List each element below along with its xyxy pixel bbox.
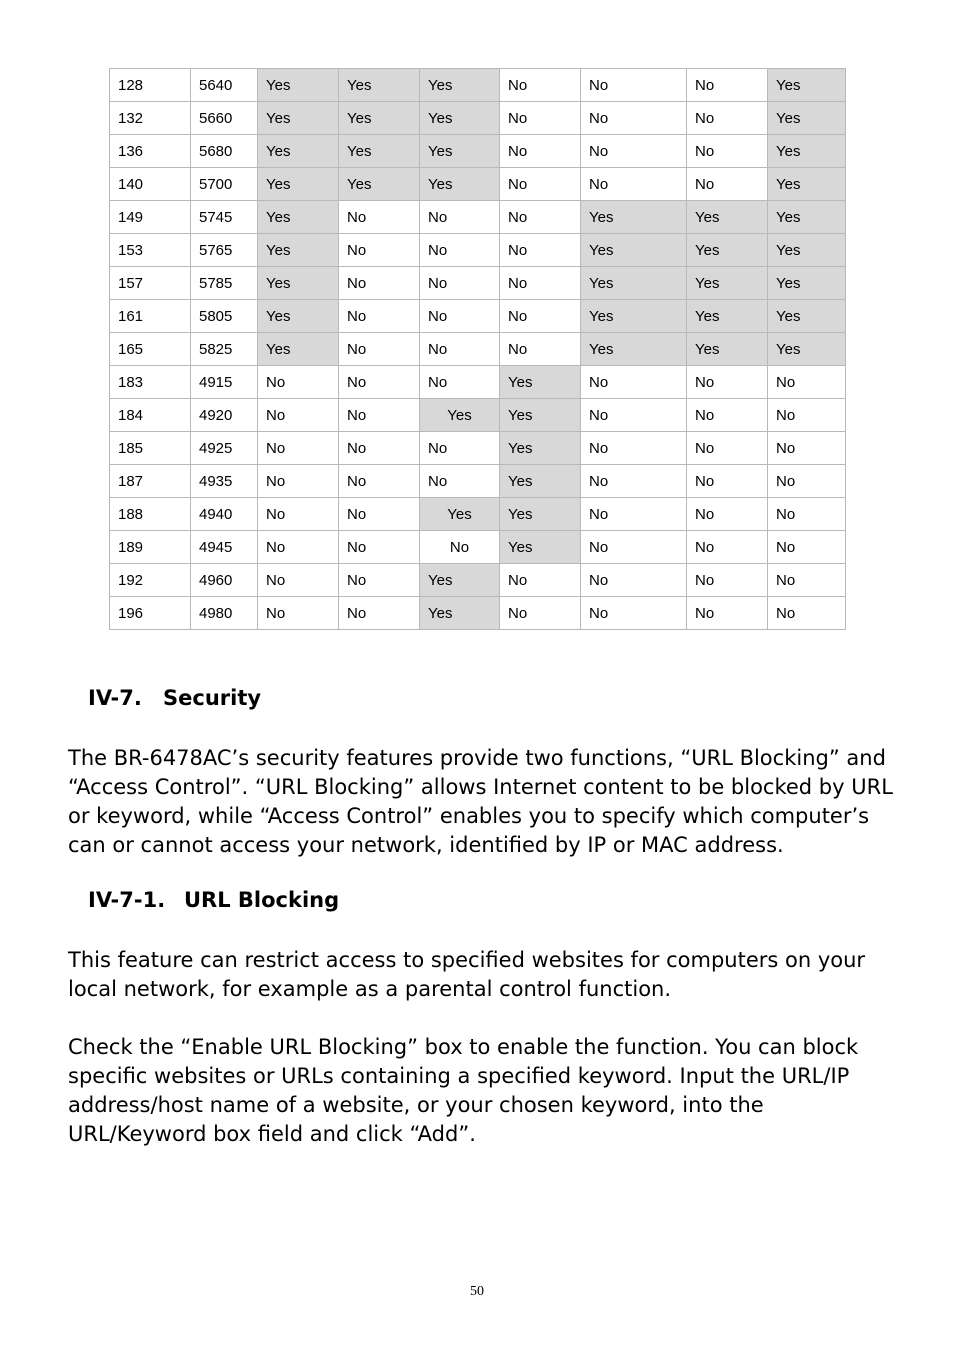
- channel-cell: 157: [110, 267, 191, 300]
- frequency-cell: 5700: [191, 168, 258, 201]
- support-cell: Yes: [258, 168, 339, 201]
- support-cell: Yes: [768, 267, 846, 300]
- support-cell: Yes: [768, 234, 846, 267]
- frequency-cell: 5640: [191, 69, 258, 102]
- channel-cell: 161: [110, 300, 191, 333]
- table-row: [110, 498, 846, 531]
- frequency-cell: 5785: [191, 267, 258, 300]
- channel-cell: 140: [110, 168, 191, 201]
- frequency-cell: 4915: [191, 366, 258, 399]
- table-row: [110, 465, 846, 498]
- support-cell: No: [420, 531, 500, 564]
- support-cell: Yes: [339, 69, 420, 102]
- support-cell: No: [768, 366, 846, 399]
- support-cell: No: [687, 168, 768, 201]
- support-cell: Yes: [687, 201, 768, 234]
- frequency-cell: 4925: [191, 432, 258, 465]
- section-heading-security: [88, 686, 261, 710]
- channel-cell: 196: [110, 597, 191, 630]
- frequency-cell: 4935: [191, 465, 258, 498]
- table-row: [110, 135, 846, 168]
- support-cell: Yes: [768, 168, 846, 201]
- support-cell: No: [768, 597, 846, 630]
- channel-support-table: [109, 68, 846, 630]
- table-row: [110, 69, 846, 102]
- support-cell: No: [768, 432, 846, 465]
- channel-cell: 183: [110, 366, 191, 399]
- support-cell: No: [687, 399, 768, 432]
- table-row: [110, 201, 846, 234]
- support-cell: No: [581, 465, 687, 498]
- support-cell: No: [339, 564, 420, 597]
- section-number: IV-7.: [88, 686, 142, 710]
- support-cell: No: [768, 564, 846, 597]
- support-cell: No: [420, 333, 500, 366]
- support-cell: No: [420, 201, 500, 234]
- support-cell: No: [258, 597, 339, 630]
- channel-cell: 128: [110, 69, 191, 102]
- support-cell: Yes: [420, 102, 500, 135]
- support-cell: No: [339, 498, 420, 531]
- table-row: [110, 300, 846, 333]
- support-cell: No: [581, 69, 687, 102]
- support-cell: No: [420, 267, 500, 300]
- support-cell: No: [581, 168, 687, 201]
- support-cell: Yes: [258, 135, 339, 168]
- support-cell: Yes: [581, 234, 687, 267]
- support-cell: No: [339, 399, 420, 432]
- support-cell: No: [687, 498, 768, 531]
- support-cell: No: [339, 201, 420, 234]
- table-row: [110, 168, 846, 201]
- support-cell: Yes: [339, 168, 420, 201]
- frequency-cell: 4940: [191, 498, 258, 531]
- channel-cell: 188: [110, 498, 191, 531]
- support-cell: No: [500, 333, 581, 366]
- support-cell: Yes: [420, 597, 500, 630]
- support-cell: No: [581, 399, 687, 432]
- support-cell: No: [687, 564, 768, 597]
- support-cell: No: [687, 135, 768, 168]
- support-cell: Yes: [420, 498, 500, 531]
- support-cell: No: [500, 234, 581, 267]
- support-cell: Yes: [500, 366, 581, 399]
- support-cell: Yes: [420, 564, 500, 597]
- support-cell: No: [500, 564, 581, 597]
- support-cell: No: [687, 102, 768, 135]
- support-cell: No: [581, 102, 687, 135]
- url-blocking-paragraph-2: Check the “Enable URL Blocking” box to enable the function. You can block specific websites or URLs containing a specified keyword. Input the URL/IP address/host name of a website, or your chosen keyword, into the URL/Keyword box field and click “Add”.: [68, 1035, 859, 1146]
- support-cell: Yes: [258, 300, 339, 333]
- support-cell: No: [768, 531, 846, 564]
- frequency-cell: 5660: [191, 102, 258, 135]
- support-cell: No: [420, 300, 500, 333]
- support-cell: No: [581, 432, 687, 465]
- support-cell: Yes: [768, 201, 846, 234]
- support-cell: No: [687, 465, 768, 498]
- support-cell: No: [500, 267, 581, 300]
- support-cell: No: [258, 498, 339, 531]
- frequency-cell: 5745: [191, 201, 258, 234]
- support-cell: Yes: [420, 168, 500, 201]
- support-cell: No: [258, 465, 339, 498]
- table-row: [110, 432, 846, 465]
- channel-cell: 165: [110, 333, 191, 366]
- support-cell: No: [420, 234, 500, 267]
- support-cell: Yes: [258, 333, 339, 366]
- support-cell: No: [500, 135, 581, 168]
- support-cell: No: [258, 399, 339, 432]
- support-cell: No: [258, 564, 339, 597]
- support-cell: No: [339, 300, 420, 333]
- channel-table-body: [110, 69, 846, 630]
- channel-cell: 184: [110, 399, 191, 432]
- channel-cell: 192: [110, 564, 191, 597]
- support-cell: Yes: [581, 333, 687, 366]
- frequency-cell: 5680: [191, 135, 258, 168]
- support-cell: Yes: [258, 102, 339, 135]
- support-cell: Yes: [687, 333, 768, 366]
- channel-cell: 153: [110, 234, 191, 267]
- table-row: [110, 597, 846, 630]
- support-cell: No: [339, 234, 420, 267]
- support-cell: Yes: [768, 102, 846, 135]
- section-heading-url-blocking: [88, 888, 339, 912]
- support-cell: No: [339, 432, 420, 465]
- channel-cell: 189: [110, 531, 191, 564]
- support-cell: Yes: [258, 201, 339, 234]
- support-cell: Yes: [768, 69, 846, 102]
- support-cell: Yes: [258, 69, 339, 102]
- table-row: [110, 234, 846, 267]
- support-cell: No: [339, 531, 420, 564]
- support-cell: Yes: [687, 300, 768, 333]
- support-cell: No: [687, 531, 768, 564]
- support-cell: No: [581, 498, 687, 531]
- table-row: [110, 564, 846, 597]
- support-cell: No: [339, 465, 420, 498]
- support-cell: No: [687, 69, 768, 102]
- support-cell: No: [420, 366, 500, 399]
- support-cell: No: [768, 498, 846, 531]
- support-cell: Yes: [258, 267, 339, 300]
- support-cell: Yes: [768, 300, 846, 333]
- support-cell: Yes: [687, 234, 768, 267]
- channel-cell: 132: [110, 102, 191, 135]
- support-cell: No: [581, 564, 687, 597]
- frequency-cell: 5805: [191, 300, 258, 333]
- support-cell: Yes: [768, 333, 846, 366]
- support-cell: Yes: [420, 135, 500, 168]
- support-cell: Yes: [339, 102, 420, 135]
- support-cell: Yes: [500, 531, 581, 564]
- support-cell: No: [687, 597, 768, 630]
- support-cell: Yes: [500, 465, 581, 498]
- support-cell: No: [339, 267, 420, 300]
- frequency-cell: 4920: [191, 399, 258, 432]
- support-cell: No: [500, 300, 581, 333]
- url-blocking-paragraph-1: This feature can restrict access to specified websites for computers on your local network, for example as a parental control function.: [68, 948, 866, 1001]
- frequency-cell: 5825: [191, 333, 258, 366]
- support-cell: Yes: [581, 300, 687, 333]
- support-cell: Yes: [420, 399, 500, 432]
- table-row: [110, 366, 846, 399]
- table-row: [110, 399, 846, 432]
- support-cell: No: [500, 102, 581, 135]
- support-cell: Yes: [339, 135, 420, 168]
- support-cell: No: [768, 399, 846, 432]
- support-cell: No: [581, 597, 687, 630]
- support-cell: No: [258, 432, 339, 465]
- support-cell: Yes: [581, 201, 687, 234]
- support-cell: Yes: [500, 399, 581, 432]
- frequency-cell: 5765: [191, 234, 258, 267]
- support-cell: Yes: [500, 498, 581, 531]
- support-cell: No: [581, 531, 687, 564]
- support-cell: Yes: [687, 267, 768, 300]
- security-intro-paragraph: The BR-6478AC’s security features provide two functions, “URL Blocking” and “Access Control”. “URL Blocking” allows Internet content to be blocked by URL or keyword, while “Access Control” enables you to specify which computer’s can or cannot access your network, identified by IP or MAC address.: [68, 746, 893, 857]
- support-cell: No: [420, 432, 500, 465]
- table-row: [110, 102, 846, 135]
- support-cell: No: [258, 366, 339, 399]
- support-cell: No: [339, 597, 420, 630]
- support-cell: Yes: [581, 267, 687, 300]
- page-number: 50: [470, 1284, 484, 1299]
- support-cell: No: [687, 366, 768, 399]
- channel-cell: 185: [110, 432, 191, 465]
- support-cell: No: [768, 465, 846, 498]
- support-cell: No: [500, 597, 581, 630]
- support-cell: No: [581, 135, 687, 168]
- support-cell: No: [500, 201, 581, 234]
- support-cell: No: [581, 366, 687, 399]
- support-cell: No: [258, 531, 339, 564]
- table-row: [110, 531, 846, 564]
- support-cell: No: [687, 432, 768, 465]
- support-cell: No: [500, 69, 581, 102]
- table-row: [110, 333, 846, 366]
- section-number: IV-7-1.: [88, 888, 166, 912]
- support-cell: No: [339, 333, 420, 366]
- support-cell: No: [500, 168, 581, 201]
- frequency-cell: 4980: [191, 597, 258, 630]
- support-cell: Yes: [420, 69, 500, 102]
- section-title: Security: [163, 686, 262, 710]
- support-cell: Yes: [768, 135, 846, 168]
- frequency-cell: 4945: [191, 531, 258, 564]
- support-cell: No: [420, 465, 500, 498]
- section-title: URL Blocking: [184, 888, 340, 912]
- support-cell: No: [339, 366, 420, 399]
- channel-cell: 136: [110, 135, 191, 168]
- frequency-cell: 4960: [191, 564, 258, 597]
- support-cell: Yes: [258, 234, 339, 267]
- support-cell: Yes: [500, 432, 581, 465]
- channel-cell: 187: [110, 465, 191, 498]
- table-row: [110, 267, 846, 300]
- channel-cell: 149: [110, 201, 191, 234]
